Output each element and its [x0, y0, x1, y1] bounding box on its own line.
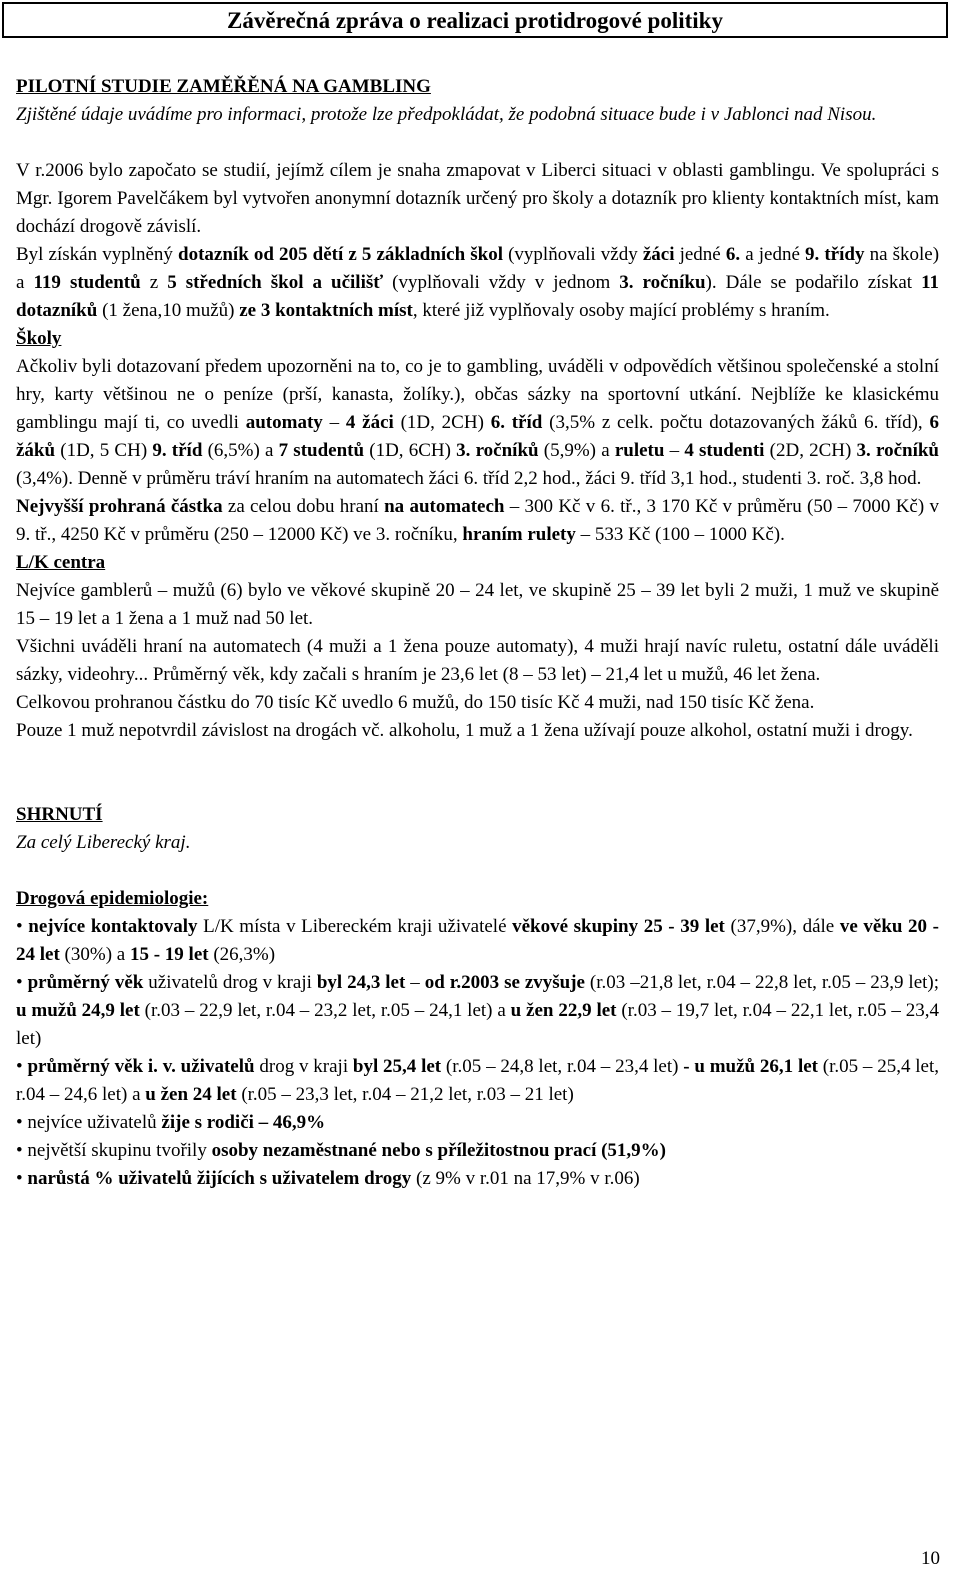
- list-item: • průměrný věk uživatelů drog v kraji byl 24,3 let – od r.2003 se zvyšuje (r.03 –21,8 let, r.04 – 22,8 let, r.05 – 23,9 let); u mužů 24,9 let (r.03 – 22,9 let, r.04 – 23,2 let, r.05 – 24,1 let) a u žen 22,9 let (r.03 – 19,7 let, r.04 – 22,1 let, r.05 – 23,4 let): [16, 969, 939, 1053]
- pilot-intro: Zjištěné údaje uvádíme pro informaci, protože lze předpokládat, že podobná situace bude i v Jablonci nad Nisou.: [16, 104, 877, 125]
- page-number: 10: [921, 1548, 940, 1569]
- pilot-paragraph-2: Byl získán vyplněný dotazník od 205 dětí z 5 základních škol (vyplňovali vždy žáci jedné 6. a jedné 9. třídy na škole) a 119 studentů z 5 středních škol a učilišť (vyplňovali vždy v jednom 3. ročníku). Dále se podařilo získat 11 dotazníků (1 žena,10 mužů) ze 3 kontaktních míst, které již vyplňovaly osoby mající problémy s hraním.: [16, 244, 940, 321]
- summary-subtitle: Za celý Liberecký kraj.: [16, 832, 191, 853]
- page-header: [2, 2, 948, 38]
- epidemiology-list: [16, 913, 939, 1193]
- lk-paragraph-4: Pouze 1 muž nepotvrdil závislost na drogách vč. alkoholu, 1 muž a 1 žena užívají pouze alkohol, ostatní muži i drogy.: [16, 720, 913, 741]
- epidemiology-heading: Drogová epidemiologie:: [16, 888, 209, 909]
- list-item: • největší skupinu tvořily osoby nezaměstnané nebo s příležitostnou prací (51,9%): [16, 1137, 939, 1165]
- schools-paragraph-2: Nejvyšší prohraná částka za celou dobu hraní na automatech – 300 Kč v 6. tř., 3 170 Kč v průměru (50 – 7000 Kč) v 9. tř., 4250 Kč v průměru (250 – 12000 Kč) ve 3. ročníku, hraním rulety – 533 Kč (100 – 1000 Kč).: [16, 496, 939, 545]
- pilot-paragraph-1: V r.2006 bylo započato se studií, jejímž cílem je snaha zmapovat v Liberci situaci v oblasti gamblingu. Ve spolupráci s Mgr. Igorem Pavelčákem byl vytvořen anonymní dotazník určený pro školy a dotazník pro klienty kontaktních míst, kam dochází drogově závislí.: [16, 160, 939, 237]
- schools-heading: Školy: [16, 328, 62, 349]
- list-item: • průměrný věk i. v. uživatelů drog v kraji byl 25,4 let (r.05 – 24,8 let, r.04 – 23,4 let) - u mužů 26,1 let (r.05 – 25,4 let, r.04 – 24,6 let) a u žen 24 let (r.05 – 23,3 let, r.04 – 21,2 let, r.03 – 21 let): [16, 1053, 939, 1109]
- lk-paragraph-2: Všichni uváděli hraní na automatech (4 muži a 1 žena pouze automaty), 4 muži hrají navíc ruletu, ostatní dále uváděli sázky, videohry... Průměrný věk, kdy začali s hraním je 23,6 let (8 – 53 let) – 21,4 let u mužů, 46 let žena.: [16, 636, 939, 685]
- document-body: [16, 73, 939, 1193]
- lk-paragraph-3: Celkovou prohranou částku do 70 tisíc Kč uvedlo 6 mužů, do 150 tisíc Kč 4 muži, nad 150 tisíc Kč žena.: [16, 692, 815, 713]
- list-item: • nejvíce kontaktovaly L/K místa v Libereckém kraji uživatelé věkové skupiny 25 - 39 let (37,9%), dále ve věku 20 - 24 let (30%) a 15 - 19 let (26,3%): [16, 913, 939, 969]
- list-item: • nejvíce uživatelů žije s rodiči – 46,9%: [16, 1109, 939, 1137]
- lk-paragraph-1: Nejvíce gamblerů – mužů (6) bylo ve věkové skupině 20 – 24 let, ve skupině 25 – 39 let byli 2 muži, 1 muž ve skupině 15 – 19 let a 1 žena a 1 muž nad 50 let.: [16, 580, 939, 629]
- header-title: Závěrečná zpráva o realizaci protidrogové politiky: [227, 8, 723, 33]
- list-item: • narůstá % uživatelů žijících s uživatelem drogy (z 9% v r.01 na 17,9% v r.06): [16, 1165, 939, 1193]
- summary-heading: SHRNUTÍ: [16, 804, 103, 825]
- lk-heading: L/K centra: [16, 552, 106, 573]
- schools-paragraph-1: Ačkoliv byli dotazovaní předem upozorněni na to, co je to gambling, uváděli v odpovědích většinou společenské a stolní hry, karty většinou ne o peníze (prší, kanasta, žolíky.), občas sázky na sportovní utkání. Nejblíže ke klasickému gamblingu mají ti, co uvedli automaty – 4 žáci (1D, 2CH) 6. tříd (3,5% z celk. počtu dotazovaných žáků 6. tříd), 6 žáků (1D, 5 CH) 9. tříd (6,5%) a 7 studentů (1D, 6CH) 3. ročníků (5,9%) a ruletu – 4 studenti (2D, 2CH) 3. ročníků (3,4%). Denně v průměru tráví hraním na automatech žáci 6. tříd 2,2 hod., žáci 9. tříd 3,1 hod., studenti 3. roč. 3,8 hod.: [16, 356, 939, 489]
- pilot-heading: PILOTNÍ STUDIE ZAMĚŘĚNÁ NA GAMBLING: [16, 76, 431, 97]
